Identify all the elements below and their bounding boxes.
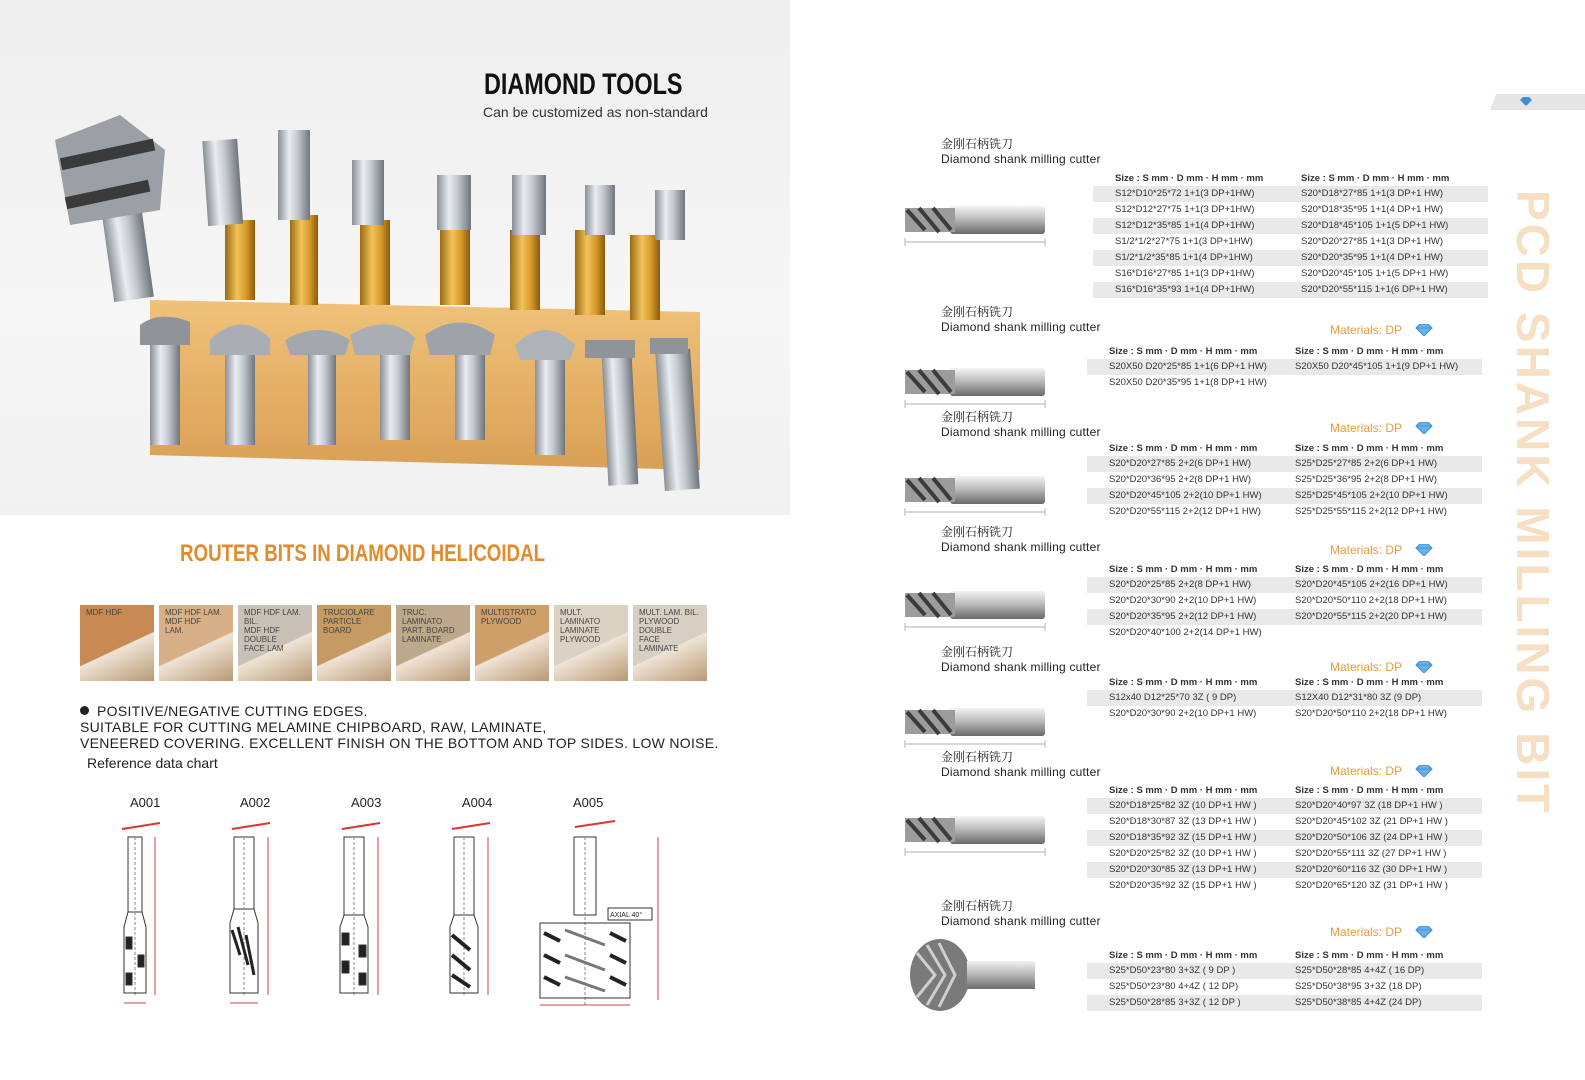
material-label: MULTISTRATO	[481, 608, 537, 617]
table-row	[1087, 625, 1482, 641]
technical-drawings	[100, 815, 690, 1015]
size-header-col1: Size : S mm · D mm · H mm · mm	[1109, 950, 1258, 961]
size-cell: S20*D20*65*120 3Z (31 DP+1 HW )	[1295, 880, 1448, 891]
material-label: PLYWOOD DOUBLE	[639, 617, 680, 635]
size-cell: S1/2*1/2*35*85 1+1(4 DP+1HW)	[1115, 252, 1253, 263]
diamond-icon	[1415, 765, 1433, 777]
table-row	[1087, 706, 1482, 722]
bullet-icon	[80, 706, 89, 715]
table-row	[1087, 862, 1482, 878]
vertical-title: PCD SHANK MILLING BIT	[1507, 190, 1559, 816]
table-row	[1087, 979, 1482, 995]
size-cell: S1/2*1/2*27*75 1+1(3 DP+1HW)	[1115, 236, 1253, 247]
drawing-a001	[122, 823, 160, 1003]
material-label: MULT. LAMINATO	[560, 608, 601, 626]
size-header-col2: Size : S mm · D mm · H mm · mm	[1295, 677, 1444, 688]
size-cell: S20*D18*35*95 1+1(4 DP+1 HW)	[1301, 204, 1444, 215]
size-cell: S20*D20*27*85 2+2(6 DP+1 HW)	[1109, 458, 1252, 469]
size-header-col1: Size : S mm · D mm · H mm · mm	[1109, 785, 1258, 796]
size-cell: S20*D20*40*100 2+2(14 DP+1 HW)	[1109, 627, 1262, 638]
material-label: MULT. LAM. BIL.	[639, 608, 699, 617]
table-row	[1087, 609, 1482, 625]
size-table-header	[1087, 563, 1482, 577]
diagram-code: A002	[240, 795, 271, 810]
size-cell: S20*D20*60*116 3Z (30 DP+1 HW )	[1295, 864, 1448, 875]
material-swatch-plywood	[475, 605, 549, 681]
diamond-icon	[1415, 661, 1433, 673]
size-table-header	[1087, 442, 1482, 456]
materials-label	[1330, 421, 1433, 435]
size-cell: S20*D20*50*110 2+2(18 DP+1 HW)	[1295, 708, 1447, 719]
size-cell: S20*D18*35*92 3Z (15 DP+1 HW )	[1109, 832, 1257, 843]
description-line: POSITIVE/NEGATIVE CUTTING EDGES.	[97, 703, 368, 719]
size-header-col2: Size : S mm · D mm · H mm · mm	[1301, 173, 1450, 184]
table-row	[1087, 593, 1482, 609]
size-cell: S20*D20*30*90 2+2(10 DP+1 HW)	[1109, 708, 1257, 719]
table-row	[1087, 963, 1482, 979]
section-title-en: Diamond shank milling cutter	[941, 914, 1101, 928]
size-cell: S12*D12*27*75 1+1(3 DP+1HW)	[1115, 204, 1255, 215]
table-row	[1087, 504, 1482, 520]
size-cell: S20*D20*25*85 2+2(8 DP+1 HW)	[1109, 579, 1252, 590]
size-cell: S20X50 D20*45*105 1+1(9 DP+1 HW)	[1295, 361, 1459, 372]
size-table	[1087, 949, 1482, 1011]
material-swatch-particle-laminate	[396, 605, 470, 681]
material-label: PART. BOARD	[402, 626, 455, 635]
material-label: PLYWOOD	[481, 617, 522, 626]
size-cell: S20*D20*30*90 2+2(10 DP+1 HW)	[1109, 595, 1257, 606]
table-row	[1087, 995, 1482, 1011]
size-table-header	[1087, 784, 1482, 798]
materials-text: Materials: DP	[1330, 764, 1402, 778]
table-row	[1087, 456, 1482, 472]
size-cell: S12x40 D12*25*70 3Z ( 9 DP)	[1109, 692, 1237, 703]
table-row	[1087, 375, 1482, 391]
size-table	[1087, 784, 1482, 894]
section-title-cn: 金刚石柄铣刀	[941, 525, 1014, 539]
cutter-section	[880, 135, 1495, 166]
cutter-drawing	[895, 800, 1055, 860]
size-header-col2: Size : S mm · D mm · H mm · mm	[1295, 950, 1444, 961]
size-cell: S20*D20*45*105 2+2(16 DP+1 HW)	[1295, 579, 1448, 590]
size-cell: S20*D20*55*111 3Z (27 DP+1 HW )	[1295, 848, 1447, 859]
size-table	[1087, 563, 1482, 641]
material-label: TRUCIOLARE	[323, 608, 375, 617]
size-cell: S25*D25*27*85 2+2(6 DP+1 HW)	[1295, 458, 1438, 469]
section-title-en: Diamond shank milling cutter	[941, 425, 1101, 439]
size-table	[1087, 345, 1482, 391]
size-table-header	[1093, 172, 1488, 186]
size-cell: S12X40 D12*31*80 3Z (9 DP)	[1295, 692, 1422, 703]
diagram-code: A004	[462, 795, 493, 810]
size-cell: S20*D20*30*85 3Z (13 DP+1 HW )	[1109, 864, 1257, 875]
size-cell: S12*D10*25*72 1+1(3 DP+1HW)	[1115, 188, 1255, 199]
materials-text: Materials: DP	[1330, 925, 1402, 939]
size-header-col2: Size : S mm · D mm · H mm · mm	[1295, 443, 1444, 454]
cutter-drawing	[895, 935, 1055, 1015]
size-cell: S20*D20*25*82 3Z (10 DP+1 HW )	[1109, 848, 1257, 859]
cutter-drawing	[895, 190, 1055, 250]
size-cell: S25*D50*23*80 4+4Z ( 12 DP)	[1109, 981, 1239, 992]
materials-label	[1330, 660, 1433, 674]
materials-label	[1330, 764, 1433, 778]
materials-text: Materials: DP	[1330, 421, 1402, 435]
materials-label	[1330, 323, 1433, 337]
size-cell: S20*D20*35*95 1+1(4 DP+1 HW)	[1301, 252, 1444, 263]
size-cell: S25*D50*23*80 3+3Z ( 9 DP )	[1109, 965, 1236, 976]
size-table	[1093, 172, 1488, 298]
size-header-col1: Size : S mm · D mm · H mm · mm	[1115, 173, 1264, 184]
material-label: LAMINATE	[560, 626, 600, 635]
size-table-header	[1087, 949, 1482, 963]
diagram-code: A001	[130, 795, 161, 810]
section-title-en: Diamond shank milling cutter	[941, 152, 1101, 166]
size-cell: S20*D20*55*115 1+1(6 DP+1 HW)	[1301, 284, 1448, 295]
material-label: PLYWOOD	[560, 635, 601, 644]
diamond-icon	[1415, 324, 1433, 336]
table-row	[1087, 359, 1482, 375]
table-row	[1093, 218, 1488, 234]
router-bits-title: ROUTER BITS IN DIAMOND HELICOIDAL	[180, 540, 546, 567]
diagram-code: A005	[573, 795, 604, 810]
table-row	[1087, 814, 1482, 830]
section-title-en: Diamond shank milling cutter	[941, 320, 1101, 334]
material-label: MDF HDF DOUBLE	[244, 626, 280, 644]
material-label: FACE LAM	[244, 644, 284, 653]
hero-title: DIAMOND TOOLS	[484, 68, 683, 101]
table-row	[1093, 234, 1488, 250]
materials-label	[1330, 925, 1433, 939]
size-cell: S20*D18*25*82 3Z (10 DP+1 HW )	[1109, 800, 1257, 811]
section-title-en: Diamond shank milling cutter	[941, 660, 1101, 674]
section-title-cn: 金刚石柄铣刀	[941, 899, 1014, 913]
cutter-drawing	[895, 460, 1055, 520]
table-row	[1093, 282, 1488, 298]
size-cell: S20*D18*27*85 1+1(3 DP+1 HW)	[1301, 188, 1444, 199]
axial-label: AXIAL 40°	[610, 912, 643, 919]
materials-label	[1330, 543, 1433, 557]
size-cell: S20*D20*36*95 2+2(8 DP+1 HW)	[1109, 474, 1252, 485]
material-label: MDF HDF LAM. BIL.	[244, 608, 301, 626]
cutter-drawing	[895, 692, 1055, 752]
material-label: TRUC. LAMINATO	[402, 608, 443, 626]
size-cell: S20*D20*45*105 2+2(10 DP+1 HW)	[1109, 490, 1262, 501]
size-cell: S25*D25*36*95 2+2(8 DP+1 HW)	[1295, 474, 1438, 485]
size-cell: S20X50 D20*25*85 1+1(6 DP+1 HW)	[1109, 361, 1267, 372]
section-title-cn: 金刚石柄铣刀	[941, 410, 1014, 424]
diamond-icon	[1415, 544, 1433, 556]
size-cell: S20X50 D20*35*95 1+1(8 DP+1 HW)	[1109, 377, 1267, 388]
size-cell: S16*D16*35*93 1+1(4 DP+1HW)	[1115, 284, 1255, 295]
table-row	[1087, 472, 1482, 488]
size-cell: S20*D20*35*95 2+2(12 DP+1 HW)	[1109, 611, 1257, 622]
size-table-header	[1087, 676, 1482, 690]
drawing-a003	[340, 823, 380, 995]
size-cell: S20*D18*30*87 3Z (13 DP+1 HW )	[1109, 816, 1257, 827]
size-cell: S25*D50*28*85 4+4Z ( 16 DP)	[1295, 965, 1425, 976]
section-title-en: Diamond shank milling cutter	[941, 540, 1101, 554]
size-cell: S16*D16*27*85 1+1(3 DP+1HW)	[1115, 268, 1255, 279]
section-title-cn: 金刚石柄铣刀	[941, 305, 1014, 319]
drawing-a004	[450, 823, 490, 995]
table-row	[1087, 488, 1482, 504]
description-line: SUITABLE FOR CUTTING MELAMINE CHIPBOARD, RAW, LAMINATE,	[80, 719, 547, 735]
material-swatch-plywood-double-laminate	[633, 605, 707, 681]
material-label: MDF HDF LAM.	[165, 608, 222, 617]
material-swatch-mdf-lam	[159, 605, 233, 681]
size-cell: S20*D20*40*97 3Z (18 DP+1 HW )	[1295, 800, 1443, 811]
table-row	[1087, 798, 1482, 814]
material-swatch-mdf-double-lam	[238, 605, 312, 681]
table-row	[1093, 202, 1488, 218]
size-cell: S25*D50*28*85 3+3Z ( 12 DP )	[1109, 997, 1241, 1008]
size-header-col2: Size : S mm · D mm · H mm · mm	[1295, 785, 1444, 796]
material-swatch-particle-board	[317, 605, 391, 681]
materials-text: Materials: DP	[1330, 543, 1402, 557]
diagram-code: A003	[351, 795, 382, 810]
cutter-drawing	[895, 575, 1055, 635]
size-cell: S20*D20*55*115 2+2(20 DP+1 HW)	[1295, 611, 1447, 622]
table-row	[1087, 830, 1482, 846]
size-header-col2: Size : S mm · D mm · H mm · mm	[1295, 346, 1444, 357]
material-swatch-laminate-plywood	[554, 605, 628, 681]
diamond-icon	[1415, 422, 1433, 434]
description	[80, 703, 719, 751]
page-tab	[1440, 92, 1585, 110]
table-row	[1087, 878, 1482, 894]
section-title-cn: 金刚石柄铣刀	[941, 750, 1014, 764]
size-table	[1087, 442, 1482, 520]
size-cell: S20*D20*50*106 3Z (24 DP+1 HW )	[1295, 832, 1448, 843]
size-header-col2: Size : S mm · D mm · H mm · mm	[1295, 564, 1444, 575]
section-title-en: Diamond shank milling cutter	[941, 765, 1101, 779]
cutter-section	[880, 897, 1495, 928]
size-cell: S25*D25*45*105 2+2(10 DP+1 HW)	[1295, 490, 1448, 501]
cutter-drawing	[895, 352, 1055, 412]
size-table	[1087, 676, 1482, 722]
diamond-icon	[1415, 926, 1433, 938]
size-header-col1: Size : S mm · D mm · H mm · mm	[1109, 677, 1258, 688]
material-swatch-mdf	[80, 605, 154, 681]
table-row	[1093, 266, 1488, 282]
section-title-cn: 金刚石柄铣刀	[941, 137, 1014, 151]
size-cell: S25*D50*38*85 4+4Z (24 DP)	[1295, 997, 1422, 1008]
material-label: MDF HDF	[86, 608, 122, 617]
table-row	[1087, 690, 1482, 706]
size-header-col1: Size : S mm · D mm · H mm · mm	[1109, 346, 1258, 357]
size-cell: S25*D25*55*115 2+2(12 DP+1 HW)	[1295, 506, 1447, 517]
table-row	[1093, 186, 1488, 202]
size-cell: S20*D20*50*110 2+2(18 DP+1 HW)	[1295, 595, 1447, 606]
table-row	[1087, 846, 1482, 862]
size-cell: S25*D50*38*95 3+3Z (18 DP)	[1295, 981, 1422, 992]
description-line: VENEERED COVERING. EXCELLENT FINISH ON THE BOTTOM AND TOP SIDES. LOW NOISE.	[80, 735, 719, 751]
material-label: LAM.	[165, 626, 184, 635]
table-row	[1093, 250, 1488, 266]
drawing-a002	[230, 823, 270, 1003]
size-cell: S20*D20*45*102 3Z (21 DP+1 HW )	[1295, 816, 1448, 827]
size-cell: S20*D20*55*115 2+2(12 DP+1 HW)	[1109, 506, 1261, 517]
material-label: BOARD	[323, 626, 352, 635]
size-cell: S12*D12*35*85 1+1(4 DP+1HW)	[1115, 220, 1255, 231]
materials-text: Materials: DP	[1330, 660, 1402, 674]
table-row	[1087, 577, 1482, 593]
section-title-cn: 金刚石柄铣刀	[941, 645, 1014, 659]
material-label: LAMINATE	[402, 635, 442, 644]
size-cell: S20*D20*35*92 3Z (15 DP+1 HW )	[1109, 880, 1257, 891]
reference-label: Reference data chart	[87, 755, 218, 771]
size-header-col1: Size : S mm · D mm · H mm · mm	[1109, 443, 1258, 454]
hero-subtitle: Can be customized as non-standard	[483, 104, 708, 120]
materials-text: Materials: DP	[1330, 323, 1402, 337]
size-table-header	[1087, 345, 1482, 359]
size-header-col1: Size : S mm · D mm · H mm · mm	[1109, 564, 1258, 575]
material-label: MDF HDF	[165, 617, 201, 626]
size-cell: S20*D18*45*105 1+1(5 DP+1 HW)	[1301, 220, 1449, 231]
size-cell: S20*D20*45*105 1+1(5 DP+1 HW)	[1301, 268, 1449, 279]
material-label: PARTICLE	[323, 617, 362, 626]
material-label: FACE LAMINATE	[639, 635, 679, 653]
size-cell: S20*D20*27*85 1+1(3 DP+1 HW)	[1301, 236, 1444, 247]
